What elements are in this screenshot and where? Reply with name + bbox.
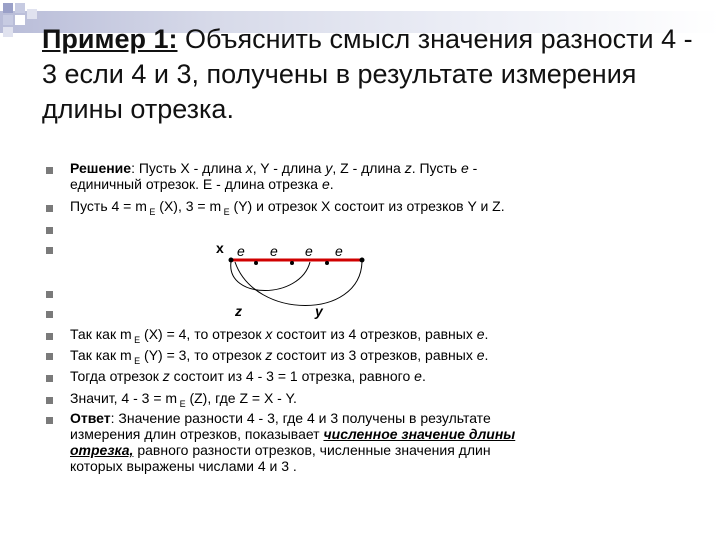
- subscript-e: E: [177, 399, 186, 409]
- bullet-marker: [46, 333, 53, 340]
- text-run: , Z - длина: [332, 160, 405, 176]
- bullet-marker: [46, 353, 53, 360]
- bullet-marker: [46, 311, 53, 318]
- text-run: : Значение разности 4 - 3, где 4 и 3 получены в результате: [110, 410, 491, 426]
- deco-square: [27, 9, 37, 19]
- text-run: равного разности отрезков, численные значения длин: [133, 442, 491, 458]
- var-z: z: [404, 160, 412, 176]
- var-z: z: [162, 368, 170, 384]
- text-run: -: [468, 160, 478, 176]
- text-run: состоит из 4 - 3 = 1 отрезка, равного: [169, 368, 415, 384]
- reason-line-1: [70, 326, 710, 344]
- segment-point: [254, 261, 258, 265]
- reason-line-3: [70, 368, 710, 384]
- title-lead: Пример 1:: [42, 24, 178, 54]
- subscript-e: E: [221, 207, 230, 217]
- text-run: состоит из 3 отрезков, равных: [272, 347, 477, 363]
- segment-point: [229, 258, 234, 263]
- var-y: y: [325, 160, 333, 176]
- emphasis-text: отрезка,: [70, 442, 134, 458]
- bullet-marker: [46, 227, 53, 234]
- text-run: (Z), где Z = X - Y.: [185, 390, 297, 406]
- text-run: состоит из 4 отрезков, равных: [272, 326, 477, 342]
- deco-square: [3, 27, 13, 37]
- var-e: e: [476, 326, 485, 342]
- segment-point: [290, 261, 294, 265]
- text-run: которых выражены числами 4 и 3 .: [70, 458, 297, 474]
- text-run: единичный отрезок. E - длина отрезка: [70, 176, 322, 192]
- emphasis-text: численное значение длины: [323, 426, 516, 442]
- slide-title: [42, 22, 702, 127]
- brace-y: [235, 262, 362, 306]
- diagram-z-label: z: [235, 303, 242, 319]
- text-run: .: [484, 347, 489, 363]
- solution-line: [70, 160, 710, 176]
- answer-line-3: [70, 442, 710, 458]
- var-e: e: [476, 347, 485, 363]
- deco-square: [15, 3, 25, 13]
- text-run: (Y) и отрезок X состоит из отрезков Y и Z.: [229, 198, 505, 214]
- reason-line-2: [70, 347, 710, 365]
- answer-label: Ответ: [70, 410, 111, 426]
- text-run: .: [329, 176, 334, 192]
- bullet-marker: [46, 417, 53, 424]
- subscript-e: E: [131, 335, 141, 345]
- text-run: (Y) = 3, то отрезок: [140, 347, 266, 363]
- text-run: : Пусть X - длина: [131, 160, 246, 176]
- bullet-marker: [46, 205, 53, 212]
- segment-point: [325, 261, 329, 265]
- diagram-e-label: e: [270, 243, 278, 259]
- text-run: .: [484, 326, 489, 342]
- var-z: z: [265, 347, 273, 363]
- deco-square: [15, 15, 25, 25]
- bullet-marker: [46, 167, 53, 174]
- title-text: Объяснить смысл значения разности 4 - 3 если 4 и 3, получены в результате измерения длины отрезка.: [42, 24, 693, 124]
- bullet-marker: [46, 397, 53, 404]
- text-run: Так как m: [70, 347, 132, 363]
- deco-square: [3, 15, 13, 25]
- answer-line-4: [70, 458, 710, 474]
- text-run: , Y - длина: [252, 160, 326, 176]
- assumption-line: [70, 198, 710, 216]
- diagram-e-label: e: [237, 243, 245, 259]
- reason-line-4: [70, 390, 710, 408]
- text-run: . Пусть: [411, 160, 461, 176]
- text-run: (X), 3 = m: [155, 198, 222, 214]
- diagram-e-label: e: [305, 243, 313, 259]
- bullet-marker: [46, 291, 53, 298]
- answer-line-2: [70, 426, 710, 442]
- bullet-marker: [46, 247, 53, 254]
- text-run: Так как m: [70, 326, 132, 342]
- text-run: Тогда отрезок: [70, 368, 163, 384]
- var-e: e: [460, 160, 469, 176]
- var-e: e: [321, 176, 330, 192]
- text-run: измерения длин отрезков, показывает: [70, 426, 324, 442]
- var-x: x: [245, 160, 253, 176]
- text-run: Значит, 4 - 3 = m: [70, 390, 178, 406]
- unit-line: [70, 176, 710, 192]
- text-run: .: [421, 368, 426, 384]
- var-e: e: [414, 368, 422, 384]
- subscript-e: E: [146, 207, 156, 217]
- var-x: x: [265, 326, 273, 342]
- brace-z: [231, 262, 310, 291]
- diagram-e-label: e: [335, 243, 343, 259]
- diagram-y-label: y: [315, 303, 323, 319]
- solution-label: Решение: [70, 160, 132, 176]
- subscript-e: E: [131, 356, 141, 366]
- diagram-x-label: x: [216, 240, 224, 256]
- segment-point: [360, 258, 365, 263]
- text-run: Пусть 4 = m: [70, 198, 147, 214]
- bullet-marker: [46, 375, 53, 382]
- text-run: (X) = 4, то отрезок: [140, 326, 266, 342]
- deco-square: [3, 3, 13, 13]
- answer-line-1: [70, 410, 710, 426]
